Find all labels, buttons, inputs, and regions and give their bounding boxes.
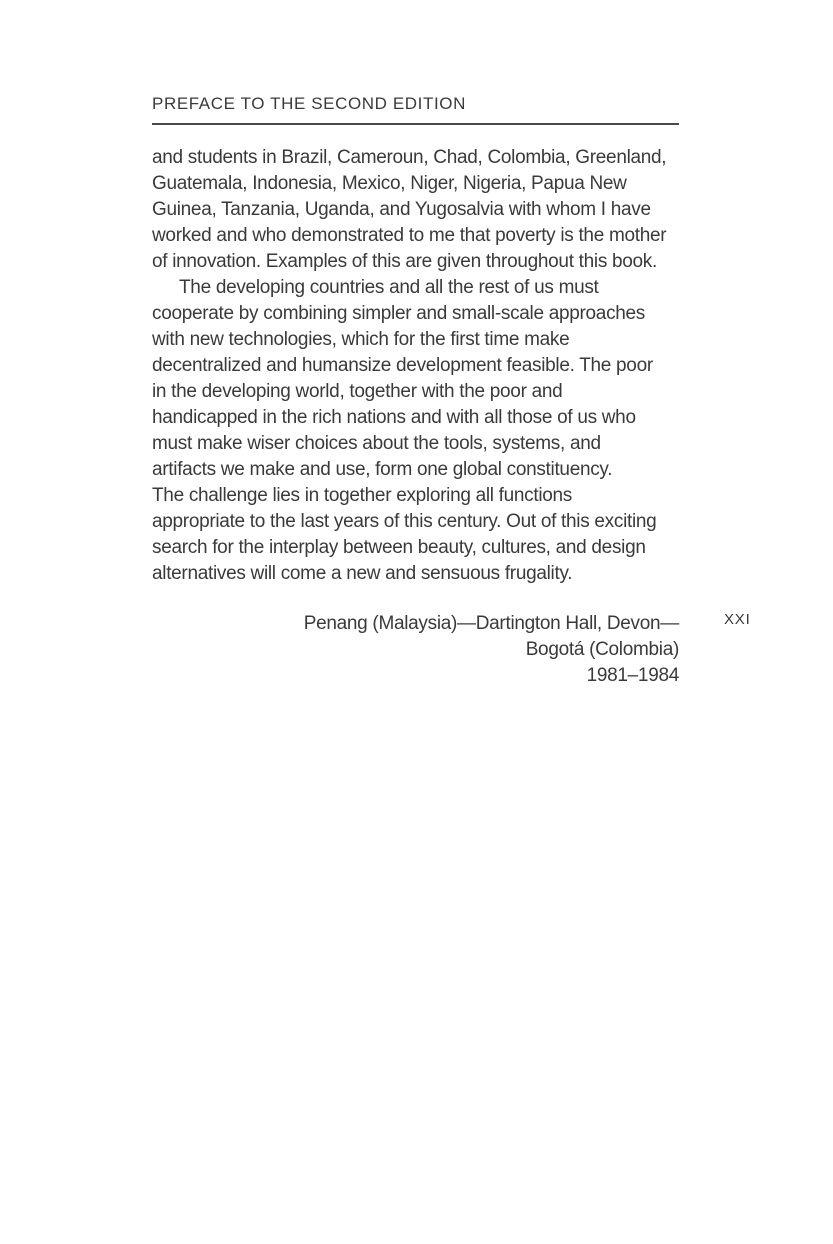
text-line: in the developing world, together with the poor and [152, 381, 563, 402]
text-line: cooperate by combining simpler and small-scale approaches [152, 303, 645, 324]
text-line: appropriate to the last years of this century. Out of this exciting [152, 511, 657, 532]
text-line: 1981–1984 [586, 665, 679, 686]
header-rule [152, 123, 679, 125]
text-line: of innovation. Examples of this are given throughout this book. [152, 251, 657, 272]
text-line: Penang (Malaysia)—Dartington Hall, Devon— [303, 613, 679, 634]
text-line: The challenge lies in together exploring all functions [152, 485, 573, 506]
text-line: alternatives will come a new and sensuous frugality. [152, 563, 573, 584]
body-text [152, 145, 712, 587]
text-line: decentralized and humansize development feasible. The poor [152, 355, 653, 376]
text-line: Guatemala, Indonesia, Mexico, Niger, Nigeria, Papua New [152, 173, 627, 194]
text-line: The developing countries and all the rest of us must [179, 277, 599, 298]
signature-block [152, 611, 679, 689]
text-line: worked and who demonstrated to me that poverty is the mother [152, 225, 667, 246]
page-number: XXI [724, 611, 751, 628]
text-line: search for the interplay between beauty, cultures, and design [152, 537, 646, 558]
running-header: PREFACE TO THE SECOND EDITION [152, 94, 467, 113]
text-line: Bogotá (Colombia) [525, 639, 679, 660]
text-line: Guinea, Tanzania, Uganda, and Yugosalvia with whom I have [152, 199, 651, 220]
text-line: handicapped in the rich nations and with all those of us who [152, 407, 636, 428]
text-line: and students in Brazil, Cameroun, Chad, Colombia, Greenland, [152, 147, 667, 168]
text-line: must make wiser choices about the tools, systems, and [152, 433, 601, 454]
text-line: artifacts we make and use, form one global constituency. [152, 459, 613, 480]
text-line: with new technologies, which for the first time make [152, 329, 570, 350]
